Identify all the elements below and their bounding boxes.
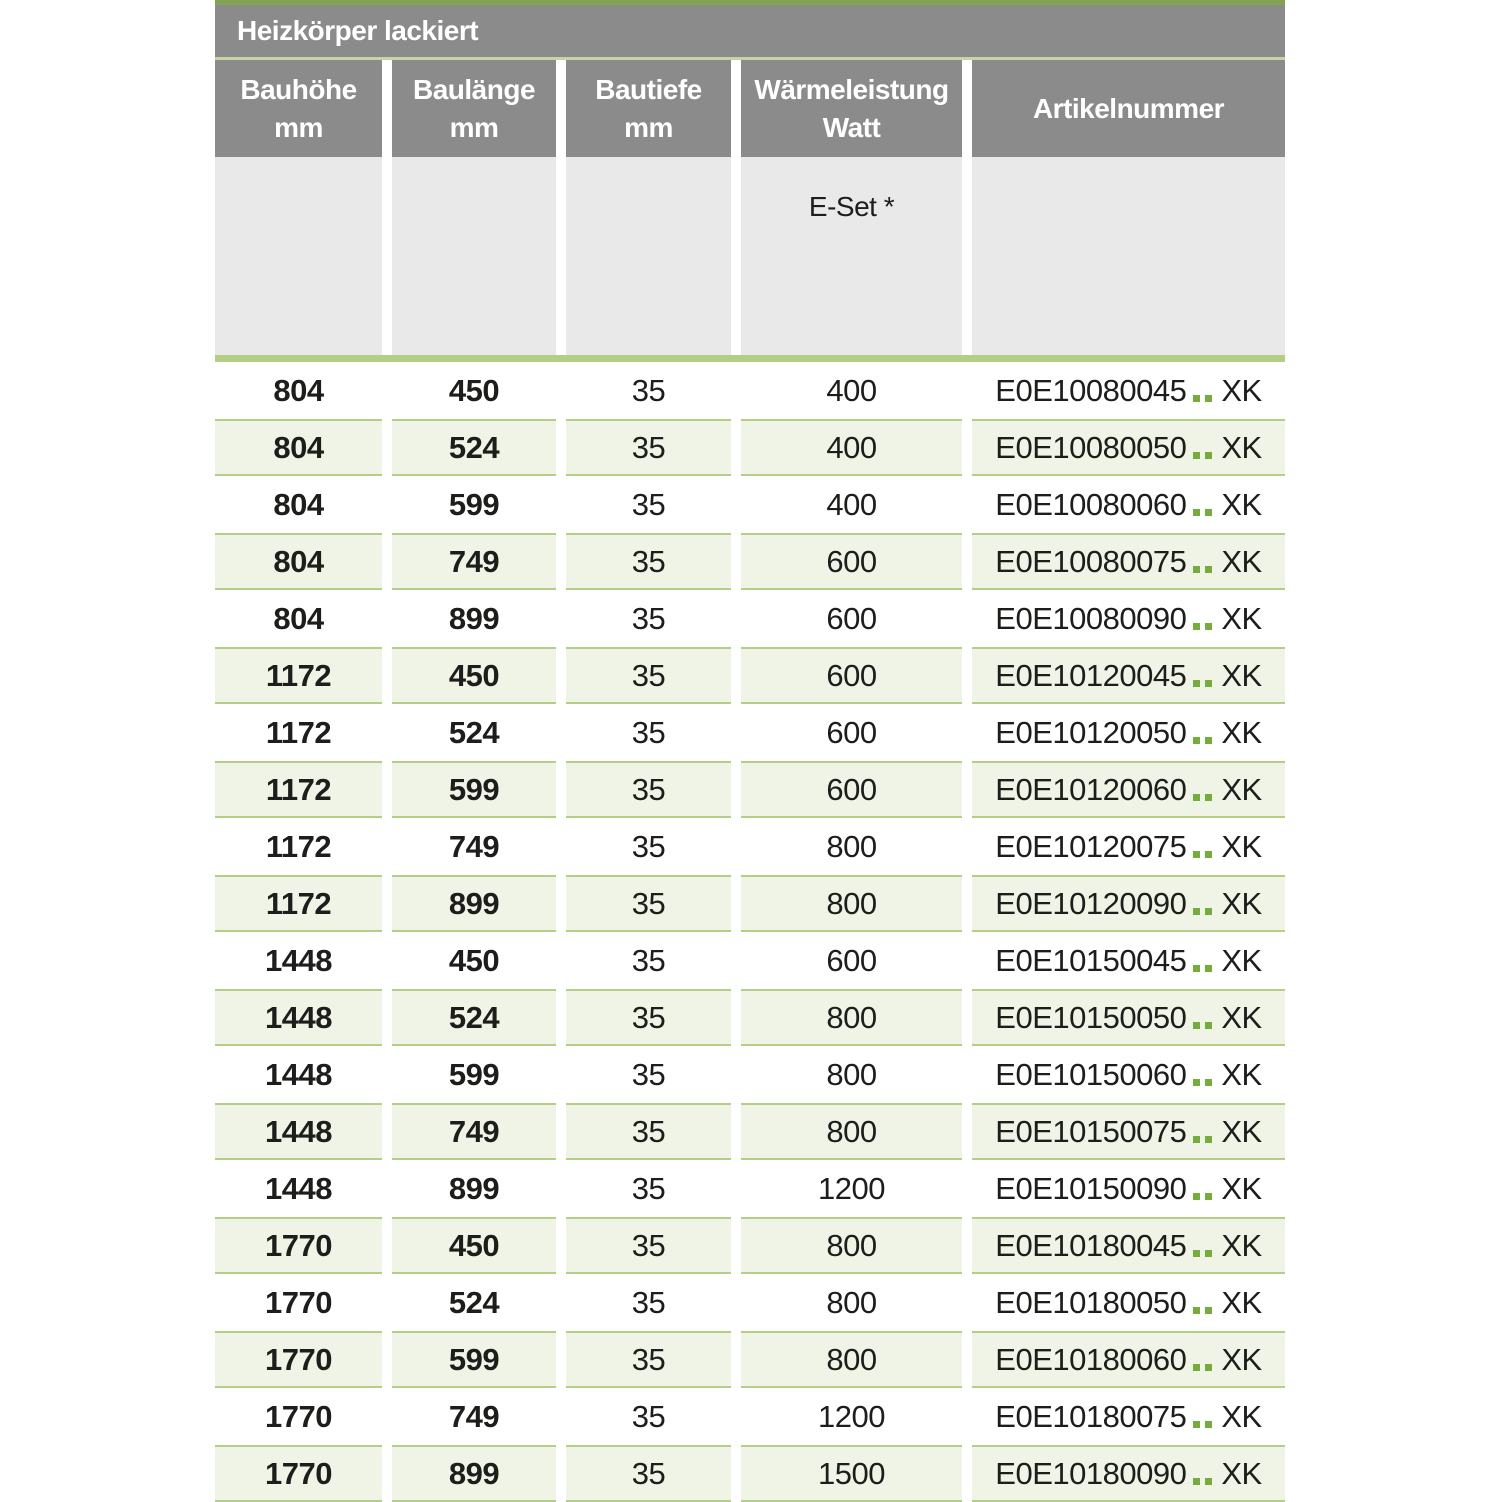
green-dot-icon [1193,794,1200,801]
column-header-3 [566,60,731,157]
article-suffix: XK [1221,1170,1262,1206]
cell-baulaenge: 749 [392,1103,556,1160]
article-suffix: XK [1221,1455,1262,1491]
green-dot-icon [1193,1364,1200,1371]
green-dot-icon [1205,566,1212,573]
cell-artikelnummer [972,989,1285,1046]
column-header-2 [392,60,556,157]
spec-table [215,0,1285,1502]
cell-bautiefe: 35 [566,1331,731,1388]
cell-waermeleistung: 800 [741,1046,962,1103]
cell-bauhoehe: 1448 [215,1103,382,1160]
green-dot-icon [1205,851,1212,858]
green-dot-icon [1193,1250,1200,1257]
table-row [215,1160,1285,1217]
cell-artikelnummer [972,647,1285,704]
table-row [215,875,1285,932]
cell-bauhoehe: 1448 [215,989,382,1046]
column-header-label: Bauhöhe [240,73,357,105]
article-placeholder-dots-icon [1193,1121,1212,1143]
article-suffix: XK [1221,1284,1262,1320]
green-dot-icon [1193,851,1200,858]
cell-bautiefe: 35 [566,875,731,932]
article-placeholder-dots-icon [1193,551,1212,573]
article-placeholder-dots-icon [1193,1007,1212,1029]
column-header-unit: mm [274,111,323,143]
article-code: E0E10120075 [995,828,1187,864]
subheader-cell-5 [972,157,1285,355]
green-dot-icon [1193,737,1200,744]
article-placeholder-dots-icon [1193,950,1212,972]
cell-baulaenge: 599 [392,476,556,533]
cell-baulaenge: 899 [392,875,556,932]
cell-waermeleistung: 800 [741,1274,962,1331]
table-subheader-row [215,157,1285,355]
article-suffix: XK [1221,486,1262,522]
cell-baulaenge: 599 [392,761,556,818]
cell-waermeleistung: 600 [741,533,962,590]
table-row [215,1388,1285,1445]
cell-bautiefe: 35 [566,761,731,818]
table-row [215,1445,1285,1502]
article-suffix: XK [1221,999,1262,1035]
table-row [215,989,1285,1046]
cell-waermeleistung: 800 [741,989,962,1046]
cell-bauhoehe: 1172 [215,818,382,875]
table-row [215,704,1285,761]
cell-artikelnummer [972,362,1285,419]
cell-bautiefe: 35 [566,989,731,1046]
cell-baulaenge: 524 [392,1274,556,1331]
article-code: E0E10180075 [995,1398,1187,1434]
article-code: E0E10150090 [995,1170,1187,1206]
cell-baulaenge: 749 [392,533,556,590]
cell-bautiefe: 35 [566,1160,731,1217]
green-dot-icon [1205,1136,1212,1143]
article-suffix: XK [1221,600,1262,636]
green-dot-icon [1205,1364,1212,1371]
cell-bauhoehe: 1172 [215,875,382,932]
cell-artikelnummer [972,1103,1285,1160]
article-code: E0E10150050 [995,999,1187,1035]
table-row [215,761,1285,818]
column-header-label: Wärmeleistung [754,73,949,105]
cell-bauhoehe: 1770 [215,1274,382,1331]
article-suffix: XK [1221,771,1262,807]
article-code: E0E10150075 [995,1113,1187,1149]
cell-artikelnummer [972,1046,1285,1103]
cell-waermeleistung: 800 [741,875,962,932]
green-dot-icon [1205,680,1212,687]
cell-bauhoehe: 804 [215,362,382,419]
article-suffix: XK [1221,1341,1262,1377]
article-placeholder-dots-icon [1193,1406,1212,1428]
cell-baulaenge: 524 [392,419,556,476]
article-code: E0E10180050 [995,1284,1187,1320]
cell-waermeleistung: 800 [741,1217,962,1274]
green-dot-icon [1205,509,1212,516]
article-suffix: XK [1221,885,1262,921]
cell-artikelnummer [972,533,1285,590]
green-dot-icon [1193,1307,1200,1314]
subheader-cell-2 [392,157,556,355]
green-dot-icon [1205,965,1212,972]
cell-bautiefe: 35 [566,419,731,476]
green-dot-icon [1193,908,1200,915]
article-suffix: XK [1221,1227,1262,1263]
cell-waermeleistung: 1500 [741,1445,962,1502]
cell-bauhoehe: 1448 [215,932,382,989]
column-header-label: Artikelnummer [1032,92,1225,124]
cell-artikelnummer [972,419,1285,476]
article-placeholder-dots-icon [1193,437,1212,459]
cell-waermeleistung: 600 [741,932,962,989]
subheader-cell-3 [566,157,731,355]
cell-bautiefe: 35 [566,932,731,989]
green-dot-icon [1205,1022,1212,1029]
cell-baulaenge: 450 [392,362,556,419]
table-row [215,932,1285,989]
green-dot-icon [1193,1478,1200,1485]
cell-baulaenge: 899 [392,590,556,647]
article-code: E0E10080045 [995,372,1187,408]
article-suffix: XK [1221,429,1262,465]
column-header-unit: Watt [822,111,881,143]
article-code: E0E10080060 [995,486,1187,522]
cell-waermeleistung: 400 [741,362,962,419]
cell-artikelnummer [972,1331,1285,1388]
table-row [215,647,1285,704]
green-dot-icon [1193,1193,1200,1200]
article-placeholder-dots-icon [1193,665,1212,687]
article-code: E0E10120060 [995,771,1187,807]
green-dot-icon [1193,452,1200,459]
table-row [215,1274,1285,1331]
cell-baulaenge: 899 [392,1160,556,1217]
article-placeholder-dots-icon [1193,608,1212,630]
cell-bauhoehe: 1172 [215,704,382,761]
cell-bautiefe: 35 [566,1274,731,1331]
article-suffix: XK [1221,942,1262,978]
article-placeholder-dots-icon [1193,380,1212,402]
green-dot-icon [1205,908,1212,915]
green-dot-icon [1193,1022,1200,1029]
cell-bautiefe: 35 [566,1388,731,1445]
cell-bauhoehe: 1770 [215,1217,382,1274]
table-row [215,476,1285,533]
article-suffix: XK [1221,828,1262,864]
green-dot-icon [1205,794,1212,801]
cell-bauhoehe: 1448 [215,1160,382,1217]
cell-bauhoehe: 804 [215,590,382,647]
column-header-label: Bautiefe [595,73,702,105]
cell-artikelnummer [972,761,1285,818]
subheader-cell-4 [741,157,962,355]
e-set-label: E-Set * [808,191,895,222]
cell-artikelnummer [972,704,1285,761]
article-placeholder-dots-icon [1193,893,1212,915]
cell-artikelnummer [972,875,1285,932]
green-dot-icon [1205,1193,1212,1200]
table-row [215,590,1285,647]
cell-waermeleistung: 1200 [741,1160,962,1217]
cell-baulaenge: 599 [392,1331,556,1388]
article-suffix: XK [1221,543,1262,579]
green-dot-icon [1193,1136,1200,1143]
cell-waermeleistung: 400 [741,419,962,476]
green-dot-icon [1205,1079,1212,1086]
table-row [215,533,1285,590]
article-code: E0E10180045 [995,1227,1187,1263]
cell-waermeleistung: 800 [741,1331,962,1388]
article-suffix: XK [1221,1056,1262,1092]
green-dot-icon [1193,1079,1200,1086]
article-placeholder-dots-icon [1193,1235,1212,1257]
article-placeholder-dots-icon [1193,836,1212,858]
cell-waermeleistung: 1200 [741,1388,962,1445]
article-suffix: XK [1221,1398,1262,1434]
article-placeholder-dots-icon [1193,494,1212,516]
cell-artikelnummer [972,1217,1285,1274]
cell-artikelnummer [972,818,1285,875]
column-header-5 [972,60,1285,157]
table-header-row [215,60,1285,157]
table-row [215,1103,1285,1160]
cell-bautiefe: 35 [566,1046,731,1103]
cell-bauhoehe: 804 [215,419,382,476]
green-dot-icon [1193,395,1200,402]
green-dot-icon [1193,623,1200,630]
article-code: E0E10180060 [995,1341,1187,1377]
cell-bauhoehe: 1172 [215,761,382,818]
column-header-4 [741,60,962,157]
table-row [215,818,1285,875]
cell-waermeleistung: 600 [741,704,962,761]
green-dot-icon [1205,1421,1212,1428]
cell-bautiefe: 35 [566,1103,731,1160]
cell-bauhoehe: 1448 [215,1046,382,1103]
green-dot-icon [1193,965,1200,972]
cell-bauhoehe: 1770 [215,1445,382,1502]
cell-bauhoehe: 804 [215,533,382,590]
table-row [215,1331,1285,1388]
cell-waermeleistung: 800 [741,1103,962,1160]
cell-baulaenge: 450 [392,932,556,989]
cell-artikelnummer [972,476,1285,533]
table-row [215,362,1285,419]
subheader-cell-1 [215,157,382,355]
article-suffix: XK [1221,657,1262,693]
green-dot-icon [1205,395,1212,402]
article-code: E0E10080075 [995,543,1187,579]
cell-bautiefe: 35 [566,590,731,647]
green-dot-icon [1205,1250,1212,1257]
green-dot-icon [1205,1307,1212,1314]
cell-baulaenge: 899 [392,1445,556,1502]
green-dot-icon [1205,452,1212,459]
cell-baulaenge: 599 [392,1046,556,1103]
article-code: E0E10150045 [995,942,1187,978]
table-title: Heizkörper lackiert [215,5,1285,57]
cell-bautiefe: 35 [566,1217,731,1274]
cell-bautiefe: 35 [566,1445,731,1502]
cell-bautiefe: 35 [566,704,731,761]
article-code: E0E10120090 [995,885,1187,921]
cell-baulaenge: 450 [392,1217,556,1274]
cell-bauhoehe: 1770 [215,1388,382,1445]
cell-bautiefe: 35 [566,647,731,704]
article-suffix: XK [1221,714,1262,750]
article-placeholder-dots-icon [1193,1463,1212,1485]
cell-bauhoehe: 1172 [215,647,382,704]
column-header-unit: mm [449,111,499,143]
cell-baulaenge: 749 [392,1388,556,1445]
article-placeholder-dots-icon [1193,1064,1212,1086]
article-placeholder-dots-icon [1193,1349,1212,1371]
table-body [215,362,1285,1502]
article-code: E0E10180090 [995,1455,1187,1491]
article-code: E0E10120050 [995,714,1187,750]
cell-artikelnummer [972,1445,1285,1502]
green-dot-icon [1193,566,1200,573]
cell-baulaenge: 450 [392,647,556,704]
article-code: E0E10080090 [995,600,1187,636]
cell-bautiefe: 35 [566,476,731,533]
table-row [215,1217,1285,1274]
green-dot-icon [1193,1421,1200,1428]
cell-bautiefe: 35 [566,362,731,419]
cell-bautiefe: 35 [566,818,731,875]
table-row [215,1046,1285,1103]
cell-baulaenge: 524 [392,989,556,1046]
green-dot-icon [1205,623,1212,630]
cell-waermeleistung: 600 [741,647,962,704]
article-placeholder-dots-icon [1193,779,1212,801]
header-body-separator-line [215,355,1285,362]
cell-baulaenge: 749 [392,818,556,875]
cell-waermeleistung: 400 [741,476,962,533]
cell-bauhoehe: 804 [215,476,382,533]
table-row [215,419,1285,476]
column-header-label: Baulänge [412,73,536,105]
cell-artikelnummer [972,1160,1285,1217]
cell-artikelnummer [972,590,1285,647]
article-code: E0E10080050 [995,429,1187,465]
article-placeholder-dots-icon [1193,722,1212,744]
article-suffix: XK [1221,1113,1262,1149]
green-dot-icon [1205,737,1212,744]
green-dot-icon [1193,509,1200,516]
cell-artikelnummer [972,932,1285,989]
cell-artikelnummer [972,1274,1285,1331]
cell-artikelnummer [972,1388,1285,1445]
column-header-1 [215,60,382,157]
article-suffix: XK [1221,372,1262,408]
article-code: E0E10120045 [995,657,1187,693]
cell-waermeleistung: 800 [741,818,962,875]
cell-bauhoehe: 1770 [215,1331,382,1388]
cell-baulaenge: 524 [392,704,556,761]
article-placeholder-dots-icon [1193,1178,1212,1200]
cell-waermeleistung: 600 [741,590,962,647]
green-dot-icon [1193,680,1200,687]
cell-bautiefe: 35 [566,533,731,590]
article-placeholder-dots-icon [1193,1292,1212,1314]
column-header-unit: mm [624,111,673,143]
cell-waermeleistung: 600 [741,761,962,818]
article-code: E0E10150060 [995,1056,1187,1092]
green-dot-icon [1205,1478,1212,1485]
